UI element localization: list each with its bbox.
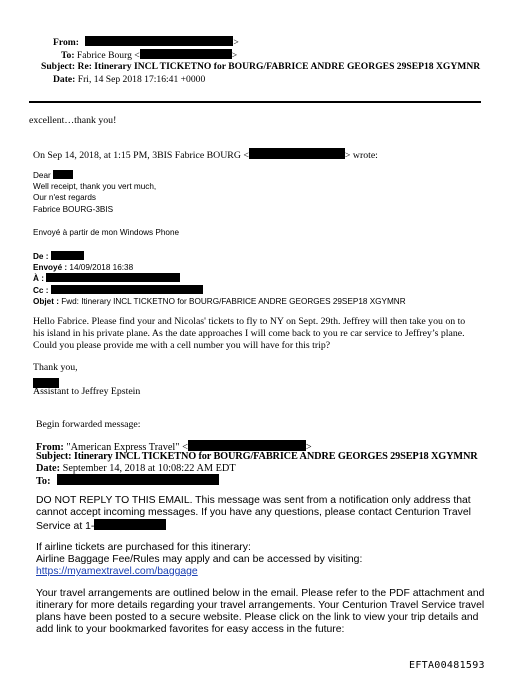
quote-intro-after: > wrote: xyxy=(344,150,378,161)
header-from-bracket: > xyxy=(233,37,239,48)
assistant-line-2: his island in his private plane. As the date approaches I will come back to you re car service to Jeffrey’s plane. xyxy=(33,328,465,339)
assistant-message xyxy=(33,316,465,352)
header-subject-value: Re: Itinerary INCL TICKETNO for BOURG/FABRICE ANDRE GEORGES 29SEP18 XGYMNR xyxy=(77,61,481,72)
amex-p2-line-2: Airline Baggage Fee/Rules may apply and can be accessed by visiting: xyxy=(36,554,363,565)
fabrice-line-1: Well receipt, thank you vert much, xyxy=(33,182,157,192)
header-to-row xyxy=(61,49,237,61)
fabrice-dear: Dear xyxy=(33,171,51,180)
amex-p1-line-1: DO NOT REPLY TO THIS EMAIL. This message was sent from a notification only address that xyxy=(36,495,471,506)
amex-paragraph-3 xyxy=(36,588,484,636)
forwarded-to-row xyxy=(36,474,219,487)
amex-paragraph-2 xyxy=(36,542,362,578)
header-to-label: To: xyxy=(61,50,75,61)
redaction-bar xyxy=(53,170,73,179)
amex-p1-line-2: cannot accept incoming messages. If you have any questions, please contact Centurion Travel xyxy=(36,507,471,518)
baggage-link[interactable]: https://myamextravel.com/baggage xyxy=(36,566,198,577)
redaction-bar xyxy=(94,519,166,530)
fabrice-line-3: Fabrice BOURG-3BIS xyxy=(33,204,114,214)
amex-p3-line-3: plans have been posted to a secure website. Please click on the link to view your trip details and xyxy=(36,612,479,623)
forwarded-date-value: September 14, 2018 at 10:08:22 AM EDT xyxy=(62,463,236,474)
fabrice-line-2: Our n'est regards xyxy=(33,193,96,203)
forwarded-from-value: "American Express Travel" < xyxy=(66,442,188,453)
forwarded-from-bracket: > xyxy=(305,442,312,453)
redaction-bar xyxy=(51,251,84,260)
redaction-bar xyxy=(140,49,232,59)
amex-p1-line-3: Service at 1- xyxy=(36,521,95,532)
outlook-cc-label: Cc : xyxy=(33,285,49,295)
redaction-bar xyxy=(188,440,306,451)
outlook-header xyxy=(33,251,406,307)
forwarded-from-label: From: xyxy=(36,442,64,453)
outlook-envoye-value: 14/09/2018 16:38 xyxy=(69,263,134,273)
assistant-thanks: Thank you, xyxy=(33,362,78,373)
fabrice-sent-from: Envoyé à partir de mon Windows Phone xyxy=(33,228,180,237)
assistant-signature: Assistant to Jeffrey Epstein xyxy=(33,386,141,397)
header-date-label: Date: xyxy=(53,74,76,85)
header-from-label: From: xyxy=(53,37,79,48)
amex-p2-line-1: If airline tickets are purchased for this itinerary: xyxy=(36,542,251,553)
amex-p3-line-1: Your travel arrangements are outlined below in the email. Please refer to the PDF attachment and xyxy=(36,588,485,599)
forwarded-subject-row xyxy=(36,451,478,462)
header-divider xyxy=(29,101,481,103)
redaction-bar xyxy=(51,285,203,294)
redaction-bar xyxy=(57,474,219,485)
header-date-row xyxy=(53,74,205,85)
amex-p3-line-4: add link to your bookmarked favorites for easy access in the future: xyxy=(36,624,345,635)
redaction-bar xyxy=(85,36,233,46)
forwarded-date-row xyxy=(36,463,236,474)
header-from-row xyxy=(53,36,239,48)
reply-text: excellent…thank you! xyxy=(29,115,117,126)
forwarded-date-label: Date: xyxy=(36,463,61,474)
forwarded-subject-value: Itinerary INCL TICKETNO for BOURG/FABRICE ANDRE GEORGES 29SEP18 XGYMNR xyxy=(73,451,478,462)
outlook-de-label: De : xyxy=(33,252,49,261)
forwarded-to-label: To: xyxy=(36,476,51,487)
header-to-bracket: > xyxy=(231,50,238,61)
outlook-objet-label: Objet : xyxy=(33,296,59,306)
quote-intro-before: On Sep 14, 2018, at 1:15 PM, 3BIS Fabrice BOURG < xyxy=(33,150,249,161)
bates-number: EFTA00481593 xyxy=(409,660,485,671)
forwarded-subject-label: Subject: xyxy=(36,451,72,462)
amex-p3-line-2: itinerary for more details regarding your travel arrangements. Your Centurion Travel Service travel xyxy=(36,600,485,611)
redaction-bar xyxy=(249,148,345,159)
quote-intro xyxy=(33,148,378,161)
assistant-line-3: Could you please provide me with a cell number you will have for this trip? xyxy=(33,340,331,351)
fabrice-message xyxy=(33,170,156,215)
outlook-a-label: À : xyxy=(33,274,44,284)
header-to-value: Fabrice Bourg < xyxy=(76,50,140,61)
outlook-envoye-label: Envoyé : xyxy=(33,263,68,273)
header-date-value: Fri, 14 Sep 2018 17:16:41 +0000 xyxy=(77,74,206,85)
redaction-bar xyxy=(46,273,180,282)
header-subject-label: Subject: xyxy=(41,61,76,72)
assistant-line-1: Hello Fabrice. Please find your and Nicolas' tickets to fly to NY on Sept. 29th. Jeffrey will then take you on to xyxy=(33,316,466,327)
forwarded-intro: Begin forwarded message: xyxy=(36,419,141,430)
header-subject-row xyxy=(41,61,480,72)
outlook-objet-value: Fwd: Itinerary INCL TICKETNO for BOURG/FABRICE ANDRE GEORGES 29SEP18 XGYMNR xyxy=(61,296,406,306)
amex-paragraph-1 xyxy=(36,495,471,533)
